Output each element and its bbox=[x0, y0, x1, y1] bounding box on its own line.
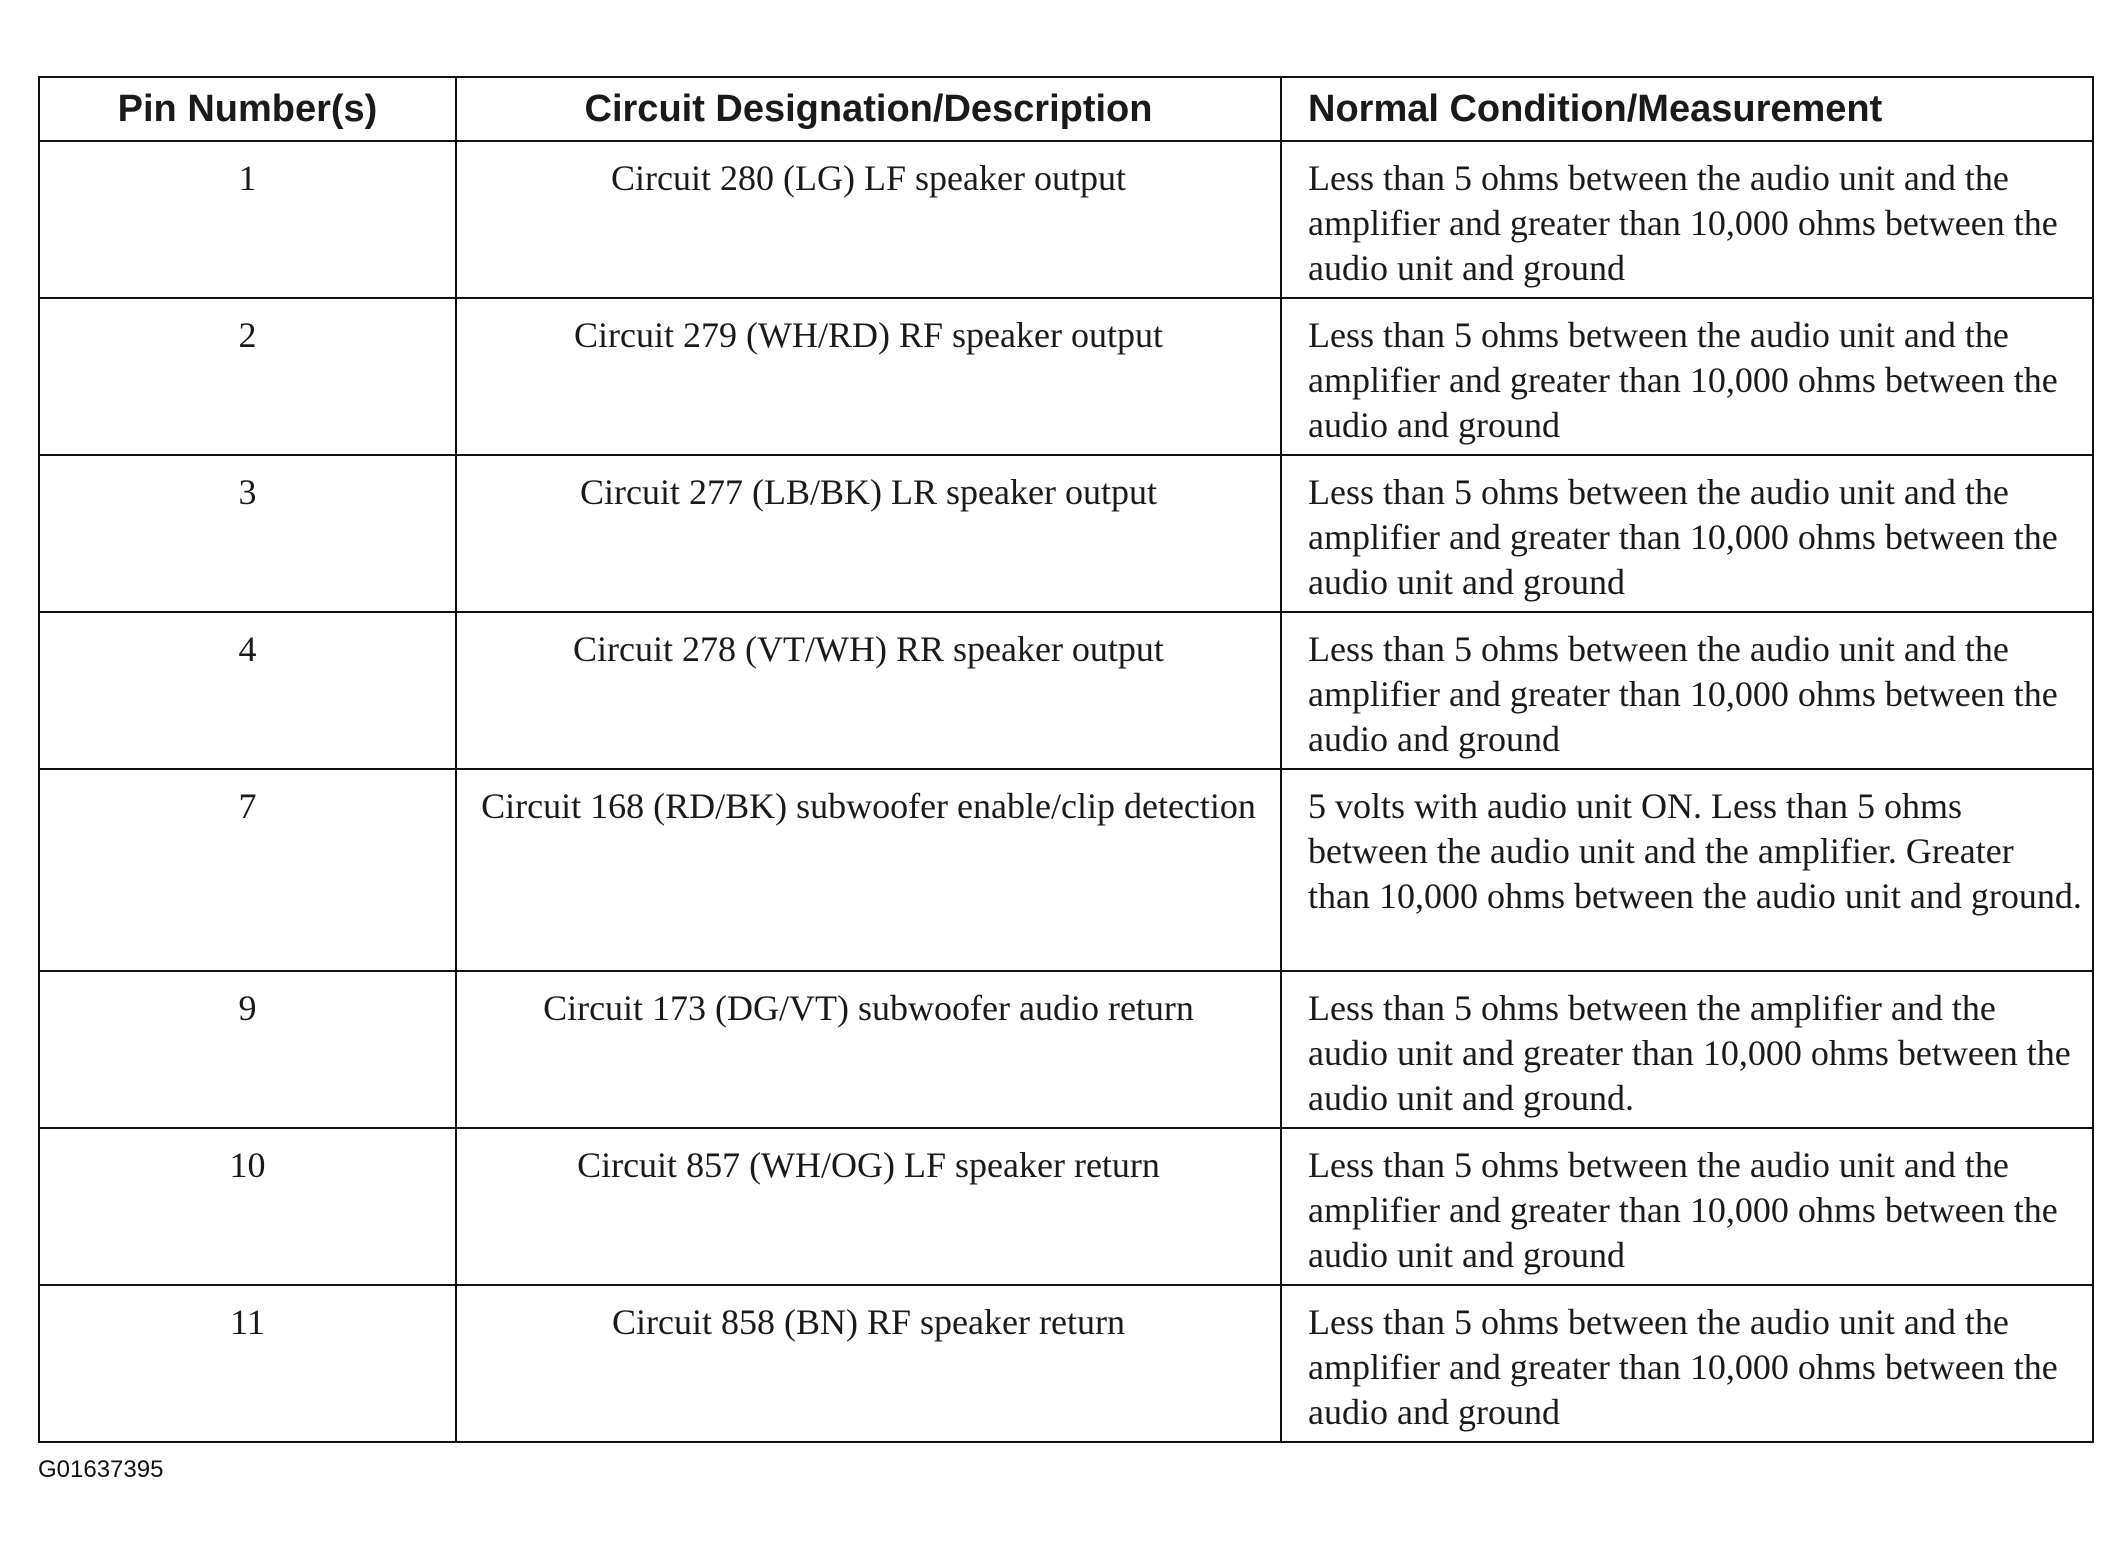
condition-cell: 5 volts with audio unit ON. Less than 5 ohms between the audio unit and the amplifier. Greater than 10,000 ohms between the audio unit and ground. bbox=[1281, 769, 2093, 971]
header-circuit-description: Circuit Designation/Description bbox=[456, 77, 1281, 141]
condition-cell: Less than 5 ohms between the audio unit and the amplifier and greater than 10,000 ohms between the audio unit and ground bbox=[1281, 141, 2093, 298]
circuit-cell: Circuit 857 (WH/OG) LF speaker return bbox=[456, 1128, 1281, 1285]
pin-cell: 9 bbox=[39, 971, 456, 1128]
table-row bbox=[39, 141, 2093, 298]
pin-cell: 4 bbox=[39, 612, 456, 769]
table-body bbox=[39, 141, 2093, 1442]
circuit-cell: Circuit 168 (RD/BK) subwoofer enable/clip detection bbox=[456, 769, 1281, 971]
pin-cell: 3 bbox=[39, 455, 456, 612]
figure-id: G01637395 bbox=[38, 1456, 164, 1483]
table-row bbox=[39, 769, 2093, 971]
header-row bbox=[39, 77, 2093, 141]
table-row bbox=[39, 298, 2093, 455]
condition-cell: Less than 5 ohms between the amplifier and the audio unit and greater than 10,000 ohms between the audio unit and ground. bbox=[1281, 971, 2093, 1128]
table-row bbox=[39, 1285, 2093, 1442]
table-header bbox=[39, 77, 2093, 141]
condition-cell: Less than 5 ohms between the audio unit and the amplifier and greater than 10,000 ohms between the audio unit and ground bbox=[1281, 455, 2093, 612]
pin-cell: 10 bbox=[39, 1128, 456, 1285]
pin-cell: 1 bbox=[39, 141, 456, 298]
pin-cell: 7 bbox=[39, 769, 456, 971]
header-pin-number: Pin Number(s) bbox=[39, 77, 456, 141]
circuit-cell: Circuit 173 (DG/VT) subwoofer audio return bbox=[456, 971, 1281, 1128]
table-row bbox=[39, 612, 2093, 769]
table-row bbox=[39, 971, 2093, 1128]
condition-cell: Less than 5 ohms between the audio unit and the amplifier and greater than 10,000 ohms between the audio and ground bbox=[1281, 1285, 2093, 1442]
condition-cell: Less than 5 ohms between the audio unit and the amplifier and greater than 10,000 ohms between the audio and ground bbox=[1281, 298, 2093, 455]
condition-cell: Less than 5 ohms between the audio unit and the amplifier and greater than 10,000 ohms between the audio unit and ground bbox=[1281, 1128, 2093, 1285]
pin-cell: 2 bbox=[39, 298, 456, 455]
table-row bbox=[39, 455, 2093, 612]
condition-cell: Less than 5 ohms between the audio unit and the amplifier and greater than 10,000 ohms between the audio and ground bbox=[1281, 612, 2093, 769]
header-normal-condition: Normal Condition/Measurement bbox=[1281, 77, 2093, 141]
pin-measurement-table bbox=[38, 76, 2094, 1443]
table-row bbox=[39, 1128, 2093, 1285]
circuit-cell: Circuit 277 (LB/BK) LR speaker output bbox=[456, 455, 1281, 612]
circuit-cell: Circuit 280 (LG) LF speaker output bbox=[456, 141, 1281, 298]
circuit-cell: Circuit 279 (WH/RD) RF speaker output bbox=[456, 298, 1281, 455]
circuit-cell: Circuit 858 (BN) RF speaker return bbox=[456, 1285, 1281, 1442]
pin-cell: 11 bbox=[39, 1285, 456, 1442]
circuit-cell: Circuit 278 (VT/WH) RR speaker output bbox=[456, 612, 1281, 769]
